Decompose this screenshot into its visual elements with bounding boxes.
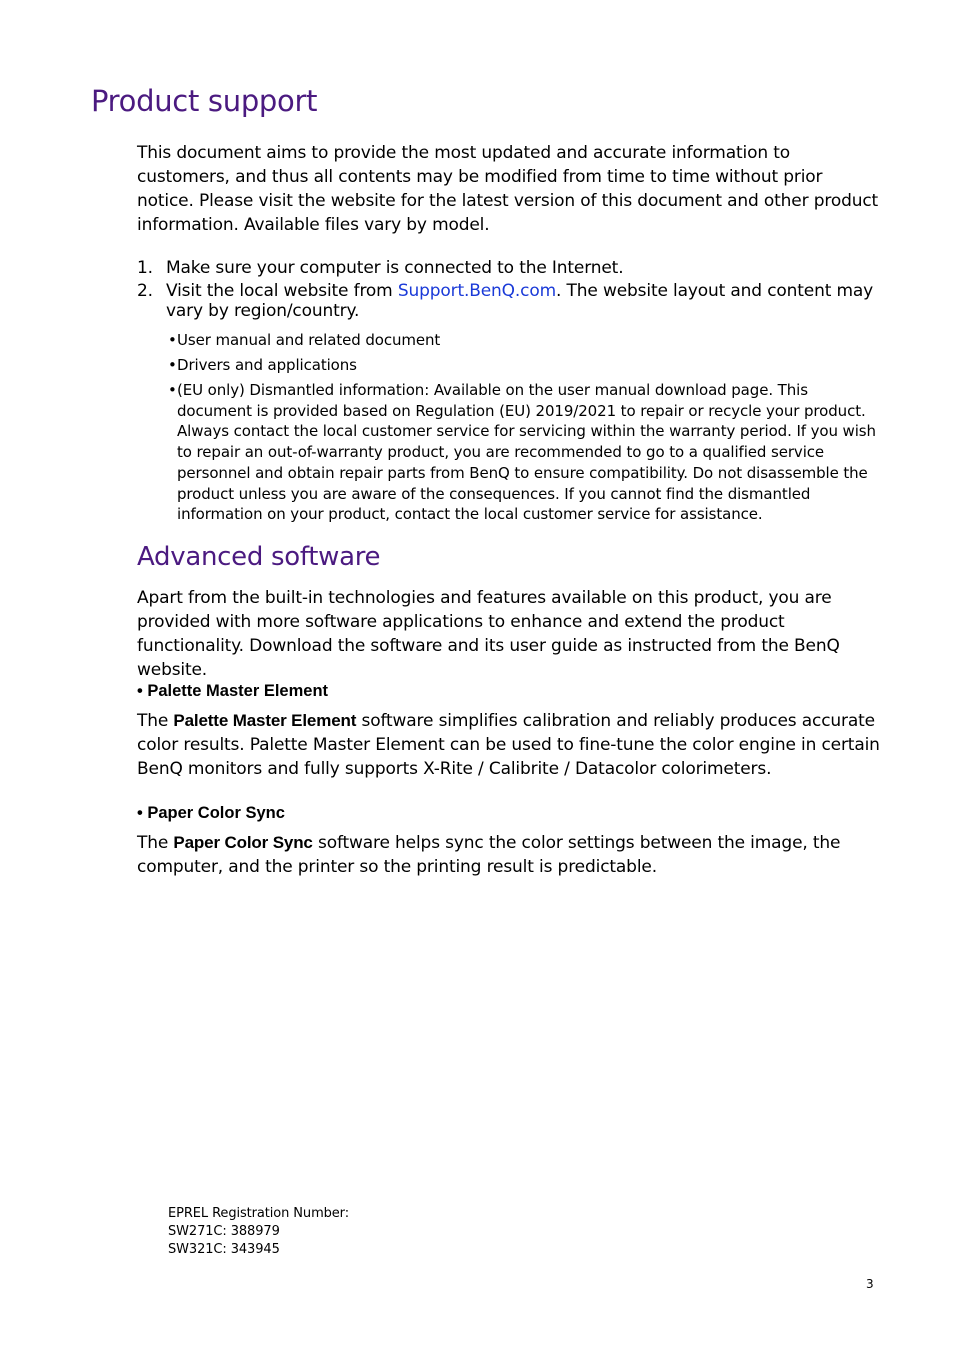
eprel-registration — [168, 1205, 349, 1259]
palette-master-heading: • Palette Master Element — [137, 682, 329, 700]
bullet: • — [168, 381, 177, 399]
palette-desc: software simplifies calibration and reliably produces accurate color results. Palette Master Element can be used to fine-tune the color engine in certain BenQ monitors and fully supports X-Rite / Calibrite / Datacolor colorimeters. — [137, 711, 880, 779]
bullet: • — [168, 356, 177, 374]
step-text-post: . The website layout and content may vary by region/country. — [166, 281, 874, 321]
list-item — [137, 281, 882, 321]
page-number: 3 — [866, 1277, 874, 1291]
bullet-text: (EU only) Dismantled information: Available on the user manual download page. This document is provided based on Regulation (EU) 2019/2021 to repair or recycle your product. Always contact the local customer service for servicing within the warranty period. If you wish to repair an out-of-warranty product, you are recommended to go to a qualified service personnel and obtain repair parts from BenQ to ensure compatibility. Do not disassemble the product unless you are aware of the consequences. If you cannot find the dismantled information on your product, contact the local customer service for assistance. — [177, 381, 876, 524]
product-support-intro: This document aims to provide the most updated and accurate information to customers, and thus all contents may be modified from time to time without prior notice. Please visit the website for the latest version of this document and other product information. Available files vary by model. — [137, 143, 879, 235]
palette-master-description — [137, 709, 882, 781]
step-number: 1. — [137, 258, 153, 278]
step-number: 2. — [137, 281, 153, 301]
palette-lead: The — [137, 711, 174, 731]
paper-lead: The — [137, 833, 174, 853]
advanced-software-intro: Apart from the built-in technologies and features available on this product, you are provided with more software applications to enhance and extend the product functionality. Download the software and its user guide as instructed from the BenQ website. — [137, 588, 840, 680]
paper-color-sync-description — [137, 831, 882, 879]
list-item — [168, 380, 878, 525]
paper-desc: software helps sync the color settings between the image, the computer, and the printer so the printing result is predictable. — [137, 833, 841, 877]
bullet-text: Drivers and applications — [177, 356, 357, 374]
list-item — [137, 258, 882, 278]
eprel-line: SW271C: 388979 — [168, 1224, 280, 1239]
paper-color-sync-heading: • Paper Color Sync — [137, 804, 285, 822]
support-link[interactable]: Support.BenQ.com — [397, 281, 557, 301]
page-title: Product support — [91, 84, 318, 118]
eprel-label: EPREL Registration Number: — [168, 1206, 349, 1221]
list-item — [168, 355, 878, 376]
step-text: Make sure your computer is connected to the Internet. — [166, 258, 624, 278]
list-item — [168, 330, 878, 351]
bullet: • — [168, 331, 177, 349]
paper-name: Paper Color Sync — [173, 833, 313, 852]
section-title-advanced-software: Advanced software — [137, 542, 381, 572]
step-text-pre: Visit the local website from — [166, 281, 398, 301]
steps-list — [137, 258, 882, 324]
downloads-list — [168, 330, 878, 529]
palette-name: Palette Master Element — [173, 711, 357, 730]
bullet-text: User manual and related document — [177, 331, 441, 349]
eprel-line: SW321C: 343945 — [168, 1242, 280, 1257]
